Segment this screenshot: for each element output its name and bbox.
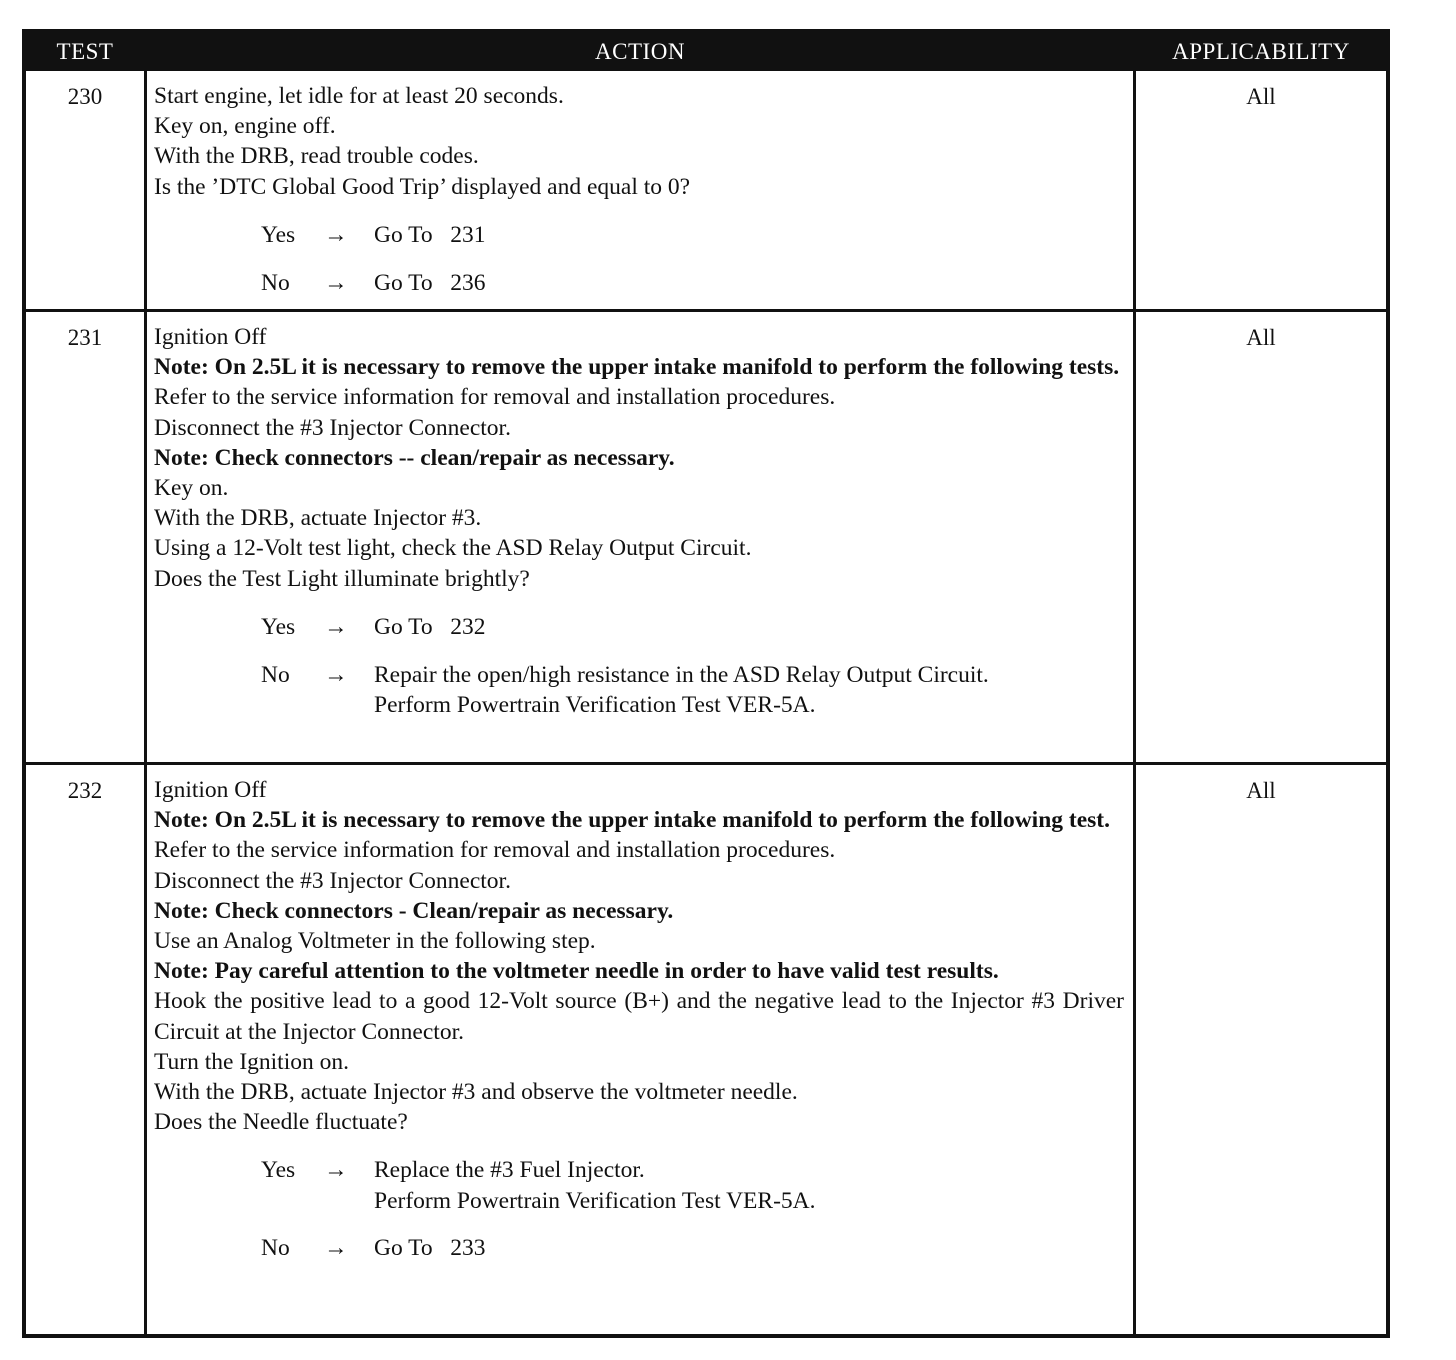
no-option bbox=[154, 1233, 1124, 1263]
arrow-icon: → bbox=[324, 269, 348, 296]
table-row-231 bbox=[26, 312, 1386, 762]
action-line: Ignition Off bbox=[154, 777, 267, 803]
table-row-230 bbox=[26, 71, 1386, 309]
action-line: Turn the Ignition on. bbox=[154, 1048, 349, 1075]
action-line: Refer to the service information for removal and installation procedures. bbox=[154, 837, 836, 864]
no-result: Go To 233 bbox=[374, 1235, 486, 1262]
no-label: No bbox=[261, 269, 290, 296]
applicability-value: All bbox=[1246, 325, 1276, 350]
arrow-icon: → bbox=[324, 613, 348, 640]
no-label: No bbox=[261, 661, 290, 688]
applicability-value: All bbox=[1246, 778, 1276, 803]
arrow-icon: → bbox=[324, 661, 348, 688]
header-applicability: APPLICABILITY bbox=[1172, 39, 1350, 64]
action-line: Ignition Off bbox=[154, 324, 267, 350]
yes-result: Go To 231 bbox=[374, 221, 486, 248]
no-result: Go To 236 bbox=[374, 269, 486, 296]
action-cell bbox=[154, 81, 1124, 298]
action-cell bbox=[154, 775, 1124, 1263]
applicability-value: All bbox=[1246, 84, 1276, 109]
action-line: Start engine, let idle for at least 20 seconds. bbox=[154, 83, 564, 109]
action-line: Is the ’DTC Global Good Trip’ displayed and equal to 0? bbox=[154, 173, 691, 200]
table-header bbox=[26, 33, 1386, 71]
table-row-232 bbox=[26, 765, 1386, 1334]
note-line: Note: On 2.5L it is necessary to remove the upper intake manifold to perform the following tests. bbox=[154, 354, 1120, 381]
header-test: TEST bbox=[56, 39, 114, 64]
action-line: Disconnect the #3 Injector Connector. bbox=[154, 414, 511, 441]
action-line: Key on, engine off. bbox=[154, 113, 336, 140]
action-line: Using a 12-Volt test light, check the ASD Relay Output Circuit. bbox=[154, 535, 752, 562]
action-line: Does the Test Light illuminate brightly? bbox=[154, 565, 530, 592]
action-line: Refer to the service information for removal and installation procedures. bbox=[154, 384, 836, 411]
no-option bbox=[154, 660, 1124, 720]
action-line: Disconnect the #3 Injector Connector. bbox=[154, 867, 511, 894]
diagnostic-test-table bbox=[22, 29, 1390, 1338]
yes-option bbox=[154, 1155, 1124, 1215]
yes-option bbox=[154, 612, 1124, 642]
action-line: Use an Analog Voltmeter in the following step. bbox=[154, 928, 596, 955]
no-label: No bbox=[261, 1235, 290, 1262]
action-line: With the DRB, read trouble codes. bbox=[154, 143, 479, 170]
note-line: Note: On 2.5L it is necessary to remove the upper intake manifold to perform the following test. bbox=[154, 807, 1110, 834]
arrow-icon: → bbox=[324, 221, 348, 248]
action-cell bbox=[154, 322, 1124, 720]
action-line: Hook the positive lead to a good 12-Volt source (B+) and the negative lead to the Injector #3 Driver Circuit at the Injector Connector. bbox=[154, 988, 1124, 1045]
yes-label: Yes bbox=[261, 1157, 296, 1184]
arrow-icon: → bbox=[324, 1157, 348, 1184]
test-number: 230 bbox=[67, 84, 103, 109]
yes-label: Yes bbox=[261, 221, 296, 248]
no-result: Repair the open/high resistance in the ASD Relay Output Circuit. Perform Powertrain Verification Test VER-5A. bbox=[374, 661, 989, 719]
action-line: Key on. bbox=[154, 475, 229, 502]
action-line: With the DRB, actuate Injector #3. bbox=[154, 505, 482, 532]
note-line: Note: Check connectors -- clean/repair as necessary. bbox=[154, 444, 675, 471]
no-option bbox=[154, 268, 1124, 298]
note-line: Note: Pay careful attention to the voltmeter needle in order to have valid test results. bbox=[154, 958, 999, 985]
test-number: 231 bbox=[67, 325, 103, 350]
header-action: ACTION bbox=[595, 39, 685, 64]
yes-result: Replace the #3 Fuel Injector. Perform Powertrain Verification Test VER-5A. bbox=[374, 1157, 816, 1214]
action-line: Does the Needle fluctuate? bbox=[154, 1109, 408, 1136]
action-line: With the DRB, actuate Injector #3 and observe the voltmeter needle. bbox=[154, 1079, 798, 1106]
note-line: Note: Check connectors - Clean/repair as necessary. bbox=[154, 897, 674, 924]
yes-result: Go To 232 bbox=[374, 613, 486, 640]
yes-option bbox=[154, 220, 1124, 250]
yes-label: Yes bbox=[261, 613, 296, 640]
test-number: 232 bbox=[67, 778, 103, 803]
arrow-icon: → bbox=[324, 1235, 348, 1262]
